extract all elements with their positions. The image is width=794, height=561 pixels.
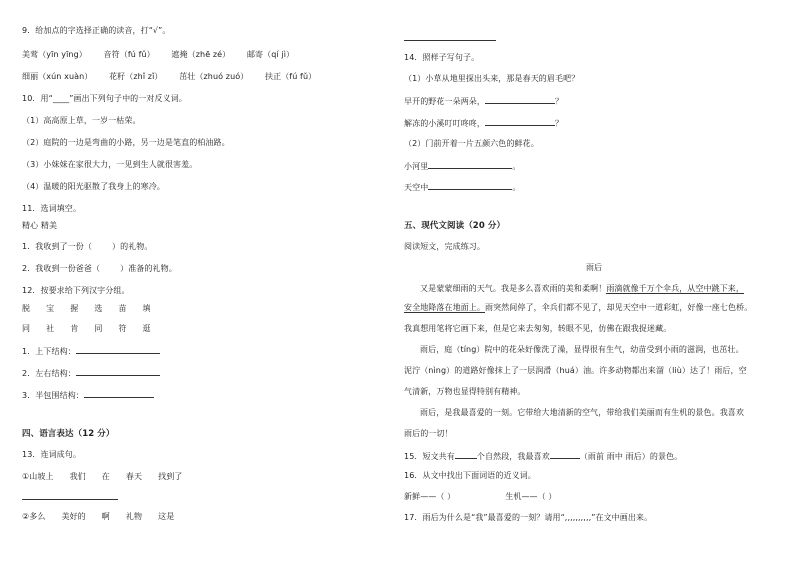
section-5-title: 五、现代文阅读（20 分） (404, 221, 506, 231)
q14-2-example: （2）门前开着一片五颜六色的鲜花。 (404, 139, 539, 148)
q9-option[interactable]: 花籽（zhǐ zǐ） (109, 72, 163, 81)
q14-title: 14．照样子写句子。 (404, 53, 480, 62)
underlined-sentence: 雨滴就像千万个伞兵，从空中跳下来， (606, 284, 745, 293)
prev-answer-line[interactable] (404, 31, 496, 45)
q13-words-row1: ①山坡上 我们 在 春天 找到了 (22, 472, 183, 481)
q9-row2 (22, 71, 316, 83)
q14-2-a-blank[interactable] (428, 159, 512, 169)
section-4-title: 四、语言表达（12 分） (22, 429, 115, 439)
reading-intro: 阅读短文，完成练习。 (404, 242, 485, 251)
underlined-sentence: 安全地降落在地面上。 (404, 303, 485, 312)
passage-p3-line1: 雨后，是我最喜爱的一刻。它带给大地清新的空气，带给我们美丽而有生机的景色。我喜欢 (420, 408, 744, 417)
q13-words-row2: ②多么 美好的 啊 礼物 这是 (22, 512, 175, 521)
q11-item1: 1．我收到了一份（ ）的礼物。 (22, 242, 153, 251)
q16-items (404, 491, 557, 503)
passage-p1-line2: 安全地降落在地面上。雨突然间停了，伞兵们都不见了，却见天空中一道彩虹，好像一座七色桥。 (404, 303, 753, 312)
q14-1-a: 早开的野花一朵两朵， ？ (404, 94, 563, 108)
q14-2-a: 小河里 。 (404, 159, 520, 173)
passage-p2-line3: 气清新，万物也显得特别有精神。 (404, 387, 526, 396)
q11-title: 11．选词填空。 (22, 204, 81, 213)
passage-p1-line3: 我真想用笔将它画下来，但是它来去匆匆，转眼不见，仿佛在跟我捉迷藏。 (404, 324, 672, 333)
q12-answer-line1[interactable] (76, 344, 160, 354)
passage-p2-line1: 雨后，庭（tíng）院中的花朵好像洗了澡，显得很有生气，幼苗受到小雨的滋润，也茁壮。 (420, 345, 744, 354)
q12-answer-line3[interactable] (84, 388, 154, 398)
q10-item: （4）温暖的阳光驱散了我身上的寒冷。 (22, 182, 165, 191)
q15: 15．短文共有 个自然段，我最喜欢 （雨前 雨中 雨后）的景色。 (404, 449, 682, 463)
q12-char-row2: 同 社 肯 同 符 逛 (22, 324, 151, 333)
q9-option[interactable]: 茁壮（zhuó zuó） (179, 72, 249, 81)
q11-word-bank: 精心 精美 (22, 221, 58, 230)
q10-item: （1）高高原上草，一岁一枯荣。 (22, 116, 141, 125)
q12-answer-line2[interactable] (76, 366, 160, 376)
q16-title: 16．从文中找出下面词语的近义词。 (404, 471, 536, 480)
q17: 17．雨后为什么是“我”最喜爱的一刻？请用“,,,,,,,,,,”在文中画出来。 (404, 513, 653, 522)
q13-title: 13．连词成句。 (22, 450, 81, 459)
q9-option[interactable]: 细丽（xún xuàn） (22, 72, 93, 81)
q11-item2: 2．我收到一份爸爸（ ）准备的礼物。 (22, 264, 177, 273)
q9-option[interactable]: 遮掩（zhē zé） (171, 50, 231, 59)
q14-1-b: 解冻的小溪叮叮咚咚， ？ (404, 116, 563, 130)
q15-blank2[interactable] (550, 449, 580, 459)
q16-item-b[interactable]: 生机——（ ） (505, 492, 557, 501)
q16-item-a[interactable]: 新鲜——（ ） (404, 492, 456, 501)
q12-title: 12．按要求给下列汉字分组。 (22, 286, 130, 295)
q12-item2: 2．左右结构： (22, 366, 160, 380)
q10-item: （3）小妹妹在家很大力，一见到生人就很害羞。 (22, 160, 198, 169)
q9-row1 (22, 49, 294, 61)
q9-option[interactable]: 美莺（yīn yīng） (22, 50, 87, 59)
q10-title: 10．用“____”画出下列句子中的一对反义词。 (22, 94, 187, 103)
q9-option[interactable]: 音符（fú fǔ） (103, 50, 155, 59)
q9-option[interactable]: 扶正（fú fǔ） (265, 72, 317, 81)
passage-p3-line2: 雨后的一切！ (404, 429, 453, 438)
q14-1-b-blank[interactable] (485, 116, 555, 126)
passage-p1-line1: 又是蒙蒙细雨的天气。我是多么喜欢雨的美和柔啊！雨滴就像千万个伞兵，从空中跳下来， (420, 284, 745, 293)
passage-p2-line2: 泥泞（nìng）的道路好像抹上了一层润滑（huá）油。许多动物都出来溜（liù）达了！雨后，空 (404, 366, 747, 375)
q14-1-a-blank[interactable] (485, 94, 555, 104)
q9-title: 9．给加点的字选择正确的读音，打“√”。 (22, 26, 171, 35)
q14-2-b-blank[interactable] (428, 180, 512, 190)
q12-item3: 3．半包围结构： (22, 388, 154, 402)
q12-item1: 1．上下结构： (22, 344, 160, 358)
q13-answer-line1[interactable] (22, 490, 118, 504)
q14-1-example: （1）小草从地里探出头来，那是春天的眉毛吧？ (404, 74, 580, 83)
q10-item: （2）庭院的一边是弯曲的小路，另一边是笔直的柏油路。 (22, 138, 230, 147)
q9-option[interactable]: 邮寄（qí jì） (246, 50, 295, 59)
q15-blank1[interactable] (455, 449, 477, 459)
passage-title: 雨后 (586, 263, 602, 272)
q12-char-row1: 脱 宝 握 选 苗 填 (22, 304, 151, 313)
q14-2-b: 天空中 。 (404, 180, 520, 194)
